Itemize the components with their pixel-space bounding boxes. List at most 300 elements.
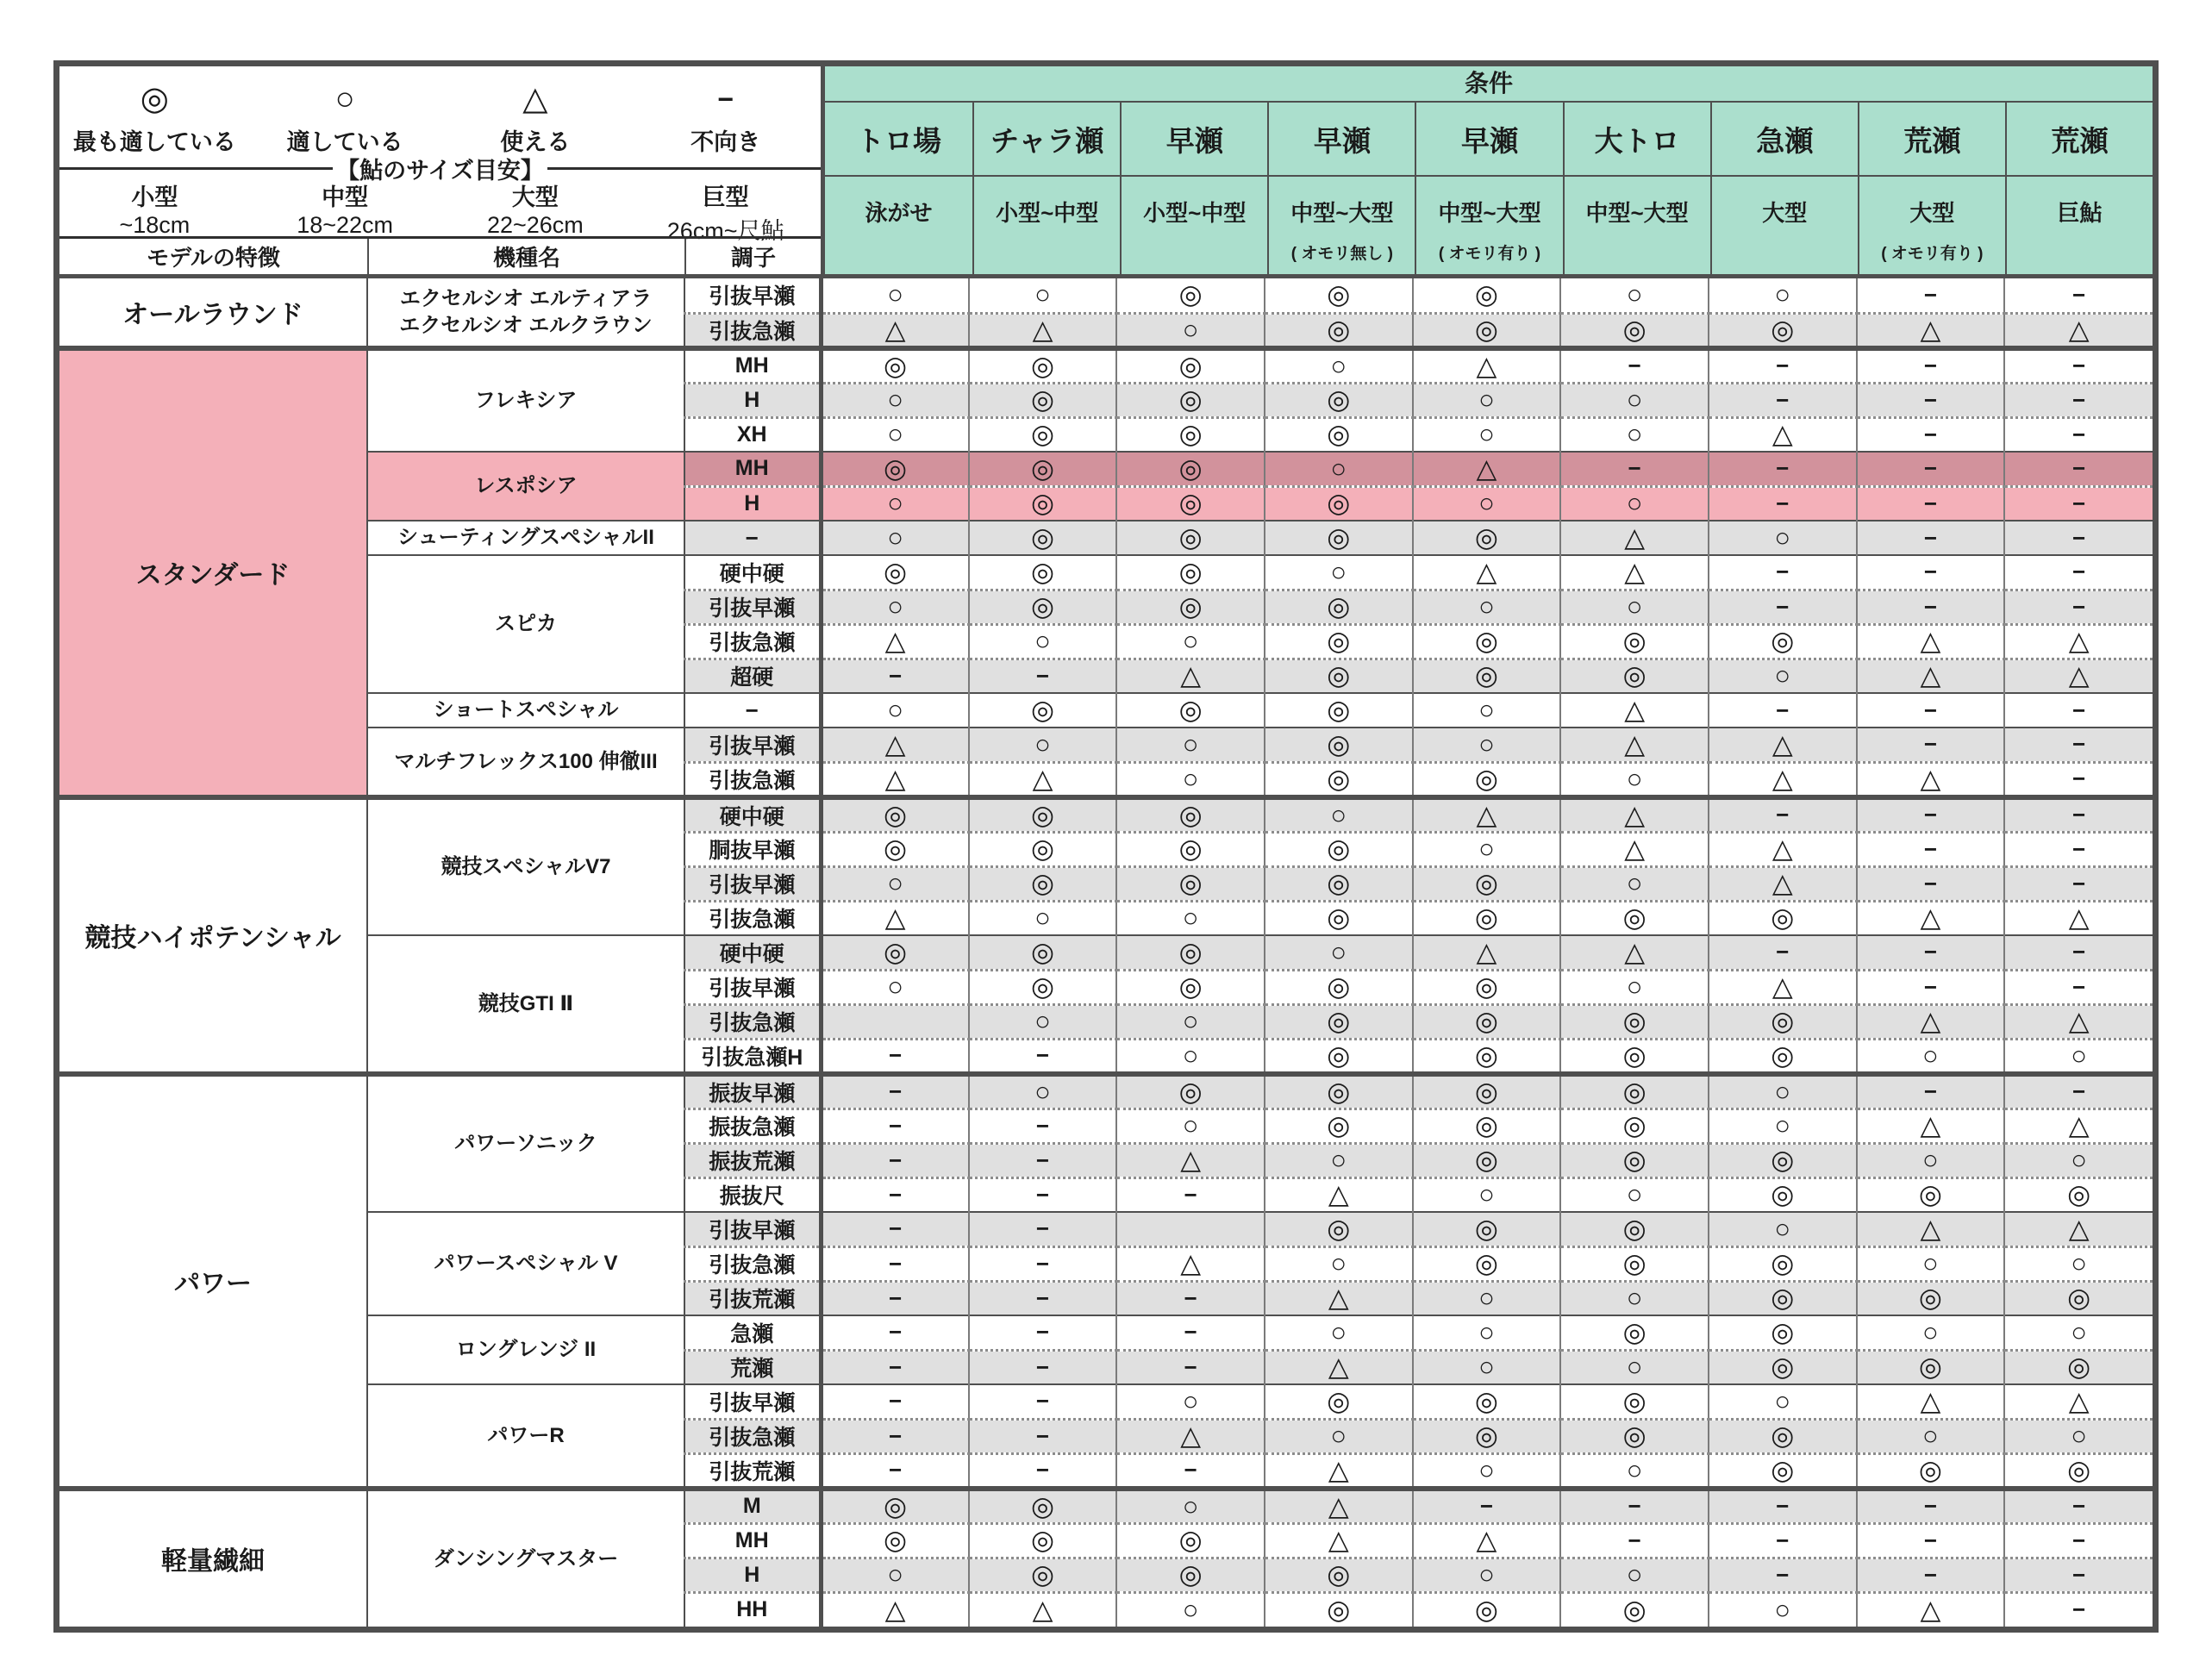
rating-cell: △ — [1709, 728, 1857, 762]
condition-column — [2005, 103, 2153, 274]
rating-cell: ◎ — [1265, 383, 1413, 417]
rating-cell: ◎ — [1709, 1315, 1857, 1350]
rating-cell: ○ — [2004, 1315, 2153, 1350]
rating-cell: ○ — [821, 417, 969, 452]
tone-cell: 硬中硬 — [684, 797, 821, 833]
rating-cell: − — [969, 1384, 1117, 1419]
rating-cell: ◎ — [1265, 521, 1413, 555]
rating-cell: ◎ — [969, 1523, 1117, 1558]
rating-cell: ◎ — [1265, 1592, 1413, 1627]
rating-cell: △ — [1857, 1592, 2005, 1627]
condition-size: 泳がせ — [865, 200, 933, 226]
condition-column — [825, 103, 972, 274]
rating-cell: ◎ — [821, 452, 969, 486]
rating-cell: ○ — [1709, 1109, 1857, 1143]
rating-cell: ◎ — [1413, 1419, 1561, 1453]
rating-cell: △ — [1857, 624, 2005, 659]
model-name-cell — [367, 278, 684, 348]
rating-cell: ◎ — [1265, 970, 1413, 1004]
tone-cell: MH — [684, 452, 821, 486]
rating-cell: − — [2004, 521, 2153, 555]
rating-cell: − — [2004, 1592, 2153, 1627]
rating-cell: − — [1857, 866, 2005, 901]
condition-column — [1858, 103, 2005, 274]
rating-cell: ◎ — [969, 417, 1117, 452]
condition-name: トロ場 — [825, 103, 972, 177]
tone-cell: H — [684, 1558, 821, 1592]
condition-column — [1710, 103, 1858, 274]
model-name-line: レスポシア — [474, 474, 578, 498]
size-range: 18~22cm — [297, 212, 394, 238]
rating-cell: △ — [2004, 313, 2153, 348]
model-name-cell — [367, 1384, 684, 1489]
rating-cell: △ — [1265, 1350, 1413, 1384]
rating-cell: ○ — [1265, 1315, 1413, 1350]
tone-cell: 引抜急瀬 — [684, 762, 821, 797]
rating-cell: − — [1857, 278, 2005, 313]
rating-cell: − — [969, 1453, 1117, 1489]
rating-cell: △ — [1709, 866, 1857, 901]
rating-cell: ◎ — [1265, 278, 1413, 313]
legend-symbol: ◎ — [140, 81, 169, 117]
rating-cell: ◎ — [1265, 590, 1413, 624]
tone-cell: XH — [684, 417, 821, 452]
rating-cell: ◎ — [969, 486, 1117, 521]
rating-cell: △ — [1857, 313, 2005, 348]
feature-cell: 競技ハイポテンシャル — [59, 797, 367, 1074]
rating-cell: ◎ — [1413, 1143, 1561, 1177]
table-row — [59, 1489, 2153, 1524]
rating-cell: ○ — [821, 693, 969, 728]
condition-size-wrap — [1122, 177, 1267, 274]
rating-cell: △ — [1857, 1384, 2005, 1419]
table-row — [59, 521, 2153, 555]
rating-cell: − — [821, 1109, 969, 1143]
rating-cell — [1116, 1212, 1265, 1246]
column-title-model-name: 機種名 — [367, 239, 684, 274]
legend-symbol: △ — [522, 81, 548, 117]
rating-cell: ○ — [1116, 1039, 1265, 1074]
rating-cell: △ — [1265, 1523, 1413, 1558]
rating-cell: ○ — [1413, 1558, 1561, 1592]
condition-name: 早瀬 — [1269, 103, 1415, 177]
rating-cell: △ — [1560, 935, 1709, 970]
rating-cell: − — [2004, 797, 2153, 833]
table-row — [59, 1074, 2153, 1109]
rating-cell: ◎ — [1560, 624, 1709, 659]
condition-size-wrap — [1712, 177, 1858, 274]
condition-name: 早瀬 — [1122, 103, 1267, 177]
header-left — [59, 66, 821, 274]
rating-cell: − — [1857, 693, 2005, 728]
rating-cell: ○ — [1116, 762, 1265, 797]
model-name-line: シューティングスペシャルII — [397, 526, 654, 550]
model-name-line: ダンシングマスター — [433, 1546, 619, 1571]
size-name: 小型 — [131, 184, 178, 210]
rating-cell: − — [1709, 935, 1857, 970]
rating-cell: ◎ — [969, 383, 1117, 417]
rating-cell: △ — [1560, 832, 1709, 866]
rating-cell: − — [1857, 1489, 2005, 1524]
rating-cell: ○ — [1709, 521, 1857, 555]
rating-cell: ◎ — [1265, 866, 1413, 901]
condition-size: 中型~大型 — [1290, 200, 1394, 226]
rating-cell: ◎ — [969, 521, 1117, 555]
rating-cell: ◎ — [1709, 1246, 1857, 1281]
model-name-line: エクセルシオ エルクラウン — [399, 313, 653, 337]
rating-cell: − — [2004, 383, 2153, 417]
model-name-cell — [367, 555, 684, 693]
rating-cell: − — [1709, 693, 1857, 728]
tone-cell: H — [684, 383, 821, 417]
rating-cell: − — [1857, 797, 2005, 833]
rating-cell: ◎ — [1116, 383, 1265, 417]
condition-name: 早瀬 — [1416, 103, 1562, 177]
rating-cell: ◎ — [1265, 832, 1413, 866]
rating-cell: △ — [821, 313, 969, 348]
rating-cell: − — [1857, 832, 2005, 866]
rating-cell: ◎ — [1265, 1384, 1413, 1419]
rating-cell: ○ — [1265, 452, 1413, 486]
rating-cell: ○ — [1116, 1004, 1265, 1039]
rating-cell: − — [969, 1143, 1117, 1177]
rating-cell: ◎ — [1116, 348, 1265, 384]
rating-cell: − — [1857, 555, 2005, 590]
condition-size: 巨鮎 — [2057, 200, 2103, 226]
rating-cell: △ — [1265, 1177, 1413, 1212]
rating-cell: ◎ — [821, 348, 969, 384]
rating-cell: ○ — [1560, 1281, 1709, 1315]
rating-cell: ◎ — [969, 970, 1117, 1004]
condition-column — [972, 103, 1120, 274]
model-name-cell — [367, 935, 684, 1074]
rating-cell: ◎ — [1116, 452, 1265, 486]
rating-cell: ◎ — [969, 1489, 1117, 1524]
rating-cell: △ — [1709, 970, 1857, 1004]
rating-cell: − — [2004, 555, 2153, 590]
table-row — [59, 693, 2153, 728]
tone-cell: 超硬 — [684, 659, 821, 693]
rating-cell: ○ — [1265, 935, 1413, 970]
size-name: 巨型 — [702, 184, 749, 210]
size-guide-title: 【鮎のサイズ目安】 — [336, 157, 544, 184]
rating-cell: ○ — [2004, 1246, 2153, 1281]
rating-cell: ◎ — [969, 590, 1117, 624]
rating-cell: ◎ — [1413, 1074, 1561, 1109]
condition-size: 大型 — [1909, 200, 1955, 226]
rating-cell: − — [1709, 1558, 1857, 1592]
rating-cell: △ — [2004, 659, 2153, 693]
table-row — [59, 935, 2153, 970]
rating-cell: − — [1857, 486, 2005, 521]
rating-cell: ◎ — [2004, 1350, 2153, 1384]
column-title-model-feature: モデルの特徴 — [147, 245, 280, 271]
rating-cell: ◎ — [1413, 624, 1561, 659]
tone-cell: 引抜荒瀬 — [684, 1453, 821, 1489]
rating-cell: ○ — [821, 866, 969, 901]
table-header — [59, 66, 2153, 278]
rating-cell: △ — [1265, 1453, 1413, 1489]
rating-cell: ○ — [969, 278, 1117, 313]
rating-cell: ◎ — [1413, 659, 1561, 693]
rating-cell: − — [821, 1246, 969, 1281]
rating-cell: ◎ — [969, 832, 1117, 866]
rating-cell: − — [2004, 762, 2153, 797]
tone-cell: 振抜早瀬 — [684, 1074, 821, 1109]
rating-cell: ◎ — [1709, 1039, 1857, 1074]
model-name-line: ショートスペシャル — [433, 698, 619, 722]
rating-cell: ◎ — [2004, 1177, 2153, 1212]
rating-cell: △ — [1116, 659, 1265, 693]
condition-columns — [825, 103, 2153, 274]
rating-cell: ○ — [1116, 1489, 1265, 1524]
rating-cell: − — [2004, 486, 2153, 521]
rating-cell: △ — [969, 1592, 1117, 1627]
rating-cell: − — [1560, 1489, 1709, 1524]
condition-note: ( オモリ有り ) — [1881, 245, 1984, 263]
rating-cell: ○ — [1560, 866, 1709, 901]
condition-size: 中型~大型 — [1585, 200, 1689, 226]
rating-cell: ◎ — [1265, 1212, 1413, 1246]
table-row — [59, 797, 2153, 833]
rating-cell: ○ — [969, 624, 1117, 659]
rating-cell: ◎ — [1116, 935, 1265, 970]
rating-cell: ◎ — [1560, 1004, 1709, 1039]
rating-cell: ○ — [1857, 1315, 2005, 1350]
rating-cell: ◎ — [969, 866, 1117, 901]
rating-cell: ○ — [1709, 1384, 1857, 1419]
rating-cell: ◎ — [1265, 1039, 1413, 1074]
condition-size-wrap — [2007, 177, 2153, 274]
rating-cell: − — [821, 1074, 969, 1109]
legend-item — [59, 78, 250, 168]
rating-cell: ◎ — [1265, 1558, 1413, 1592]
tone-cell: 引抜急瀬 — [684, 624, 821, 659]
tone-cell: MH — [684, 1523, 821, 1558]
rating-cell: ○ — [969, 901, 1117, 935]
rating-cell: ◎ — [2004, 1453, 2153, 1489]
rating-cell: ○ — [1560, 383, 1709, 417]
rating-cell: △ — [1709, 762, 1857, 797]
rating-cell: △ — [1413, 348, 1561, 384]
rating-cell: − — [1709, 486, 1857, 521]
rating-cell: ○ — [821, 970, 969, 1004]
rating-cell: ◎ — [969, 935, 1117, 970]
condition-name: 荒瀬 — [2007, 103, 2153, 177]
tone-cell: 引抜急瀬 — [684, 1004, 821, 1039]
rating-cell: ◎ — [1116, 970, 1265, 1004]
rating-cell: △ — [1709, 832, 1857, 866]
tone-cell: 引抜早瀬 — [684, 1384, 821, 1419]
rating-cell: − — [1857, 452, 2005, 486]
rating-cell: − — [2004, 278, 2153, 313]
header-right — [821, 66, 2153, 274]
rating-cell: ○ — [2004, 1143, 2153, 1177]
condition-note: ( オモリ有り ) — [1438, 245, 1541, 263]
rating-cell: ◎ — [1413, 1592, 1561, 1627]
rating-cell: ◎ — [1560, 313, 1709, 348]
rating-cell: △ — [1265, 1281, 1413, 1315]
rating-cell: ◎ — [1560, 659, 1709, 693]
rating-cell: ◎ — [1709, 1419, 1857, 1453]
rating-cell: ○ — [969, 728, 1117, 762]
condition-size-wrap — [1565, 177, 1710, 274]
rating-cell: ◎ — [1413, 1039, 1561, 1074]
rating-cell: ○ — [1413, 693, 1561, 728]
tone-cell: 引抜急瀬 — [684, 901, 821, 935]
condition-name: 急瀬 — [1712, 103, 1858, 177]
rating-cell: △ — [1560, 693, 1709, 728]
rating-cell: − — [969, 1281, 1117, 1315]
rating-cell: ◎ — [1116, 1558, 1265, 1592]
table-row — [59, 452, 2153, 486]
rating-cell: ◎ — [1265, 659, 1413, 693]
rating-cell: ○ — [1116, 1384, 1265, 1419]
rating-cell: ○ — [1116, 1109, 1265, 1143]
matrix-body — [59, 278, 2153, 1627]
rating-cell: ◎ — [1560, 1039, 1709, 1074]
rating-cell: ◎ — [821, 555, 969, 590]
model-name-line: パワーR — [487, 1423, 565, 1447]
rating-cell: ◎ — [1265, 1074, 1413, 1109]
rating-cell: ○ — [1560, 1350, 1709, 1384]
rating-cell: − — [1857, 1558, 2005, 1592]
model-name-line: 競技GTI Ⅱ — [478, 991, 574, 1015]
rating-cell: ◎ — [1709, 313, 1857, 348]
rating-cell: △ — [2004, 1109, 2153, 1143]
rating-cell: ◎ — [1116, 866, 1265, 901]
conditions-header: 条件 — [825, 66, 2153, 103]
rating-cell: − — [1857, 590, 2005, 624]
feature-cell: パワー — [59, 1074, 367, 1489]
rating-cell: − — [2004, 590, 2153, 624]
matrix-table — [59, 278, 2153, 1627]
model-name-line: 競技スペシャルV7 — [441, 855, 611, 879]
rating-cell: △ — [1709, 417, 1857, 452]
rating-cell: ◎ — [1560, 1074, 1709, 1109]
rating-cell: △ — [969, 762, 1117, 797]
rating-cell: − — [821, 1177, 969, 1212]
rating-cell: △ — [1560, 521, 1709, 555]
rating-cell — [821, 1004, 969, 1039]
tone-cell: 引抜早瀬 — [684, 970, 821, 1004]
legend-label: 使える — [500, 129, 571, 155]
rating-cell: ◎ — [1265, 313, 1413, 348]
compatibility-table — [53, 60, 2159, 1633]
rating-cell: − — [1116, 1281, 1265, 1315]
rating-cell: ◎ — [1560, 1315, 1709, 1350]
rating-cell: ○ — [1560, 1558, 1709, 1592]
rating-cell: − — [821, 1212, 969, 1246]
model-name-cell — [367, 452, 684, 521]
rating-cell: ○ — [1413, 1177, 1561, 1212]
rating-cell: △ — [1116, 1419, 1265, 1453]
rating-cell: ◎ — [1560, 901, 1709, 935]
rating-cell: − — [969, 1350, 1117, 1384]
rating-cell: ◎ — [1116, 555, 1265, 590]
condition-name: 大トロ — [1565, 103, 1710, 177]
condition-size-wrap — [1269, 177, 1415, 274]
tone-cell: 硬中硬 — [684, 935, 821, 970]
rating-cell: − — [2004, 348, 2153, 384]
rating-cell: ○ — [1560, 278, 1709, 313]
rating-cell: ◎ — [969, 348, 1117, 384]
tone-cell: 引抜早瀬 — [684, 278, 821, 313]
rating-cell: ◎ — [1413, 1384, 1561, 1419]
rating-cell: △ — [1413, 1523, 1561, 1558]
rating-cell: ○ — [1709, 1074, 1857, 1109]
rating-cell: ◎ — [1265, 1109, 1413, 1143]
rating-cell: ○ — [1560, 417, 1709, 452]
condition-size-wrap — [825, 177, 972, 274]
rating-cell: ○ — [1413, 1453, 1561, 1489]
tone-cell: MH — [684, 348, 821, 384]
legend-label: 適している — [286, 129, 403, 155]
feature-cell: オールラウンド — [59, 278, 367, 348]
rating-cell: ◎ — [1265, 728, 1413, 762]
size-guide — [59, 168, 821, 244]
table-row — [59, 348, 2153, 384]
rating-cell: ○ — [1265, 1419, 1413, 1453]
rating-cell: ○ — [1413, 1315, 1561, 1350]
table-row — [59, 278, 2153, 313]
rating-cell: ◎ — [1265, 1004, 1413, 1039]
rating-cell: ◎ — [1709, 1177, 1857, 1212]
condition-size: 小型~中型 — [996, 200, 1099, 226]
rating-cell: − — [2004, 1558, 2153, 1592]
condition-size: 大型 — [1762, 200, 1808, 226]
legend-symbol: ○ — [334, 81, 355, 117]
rating-cell: − — [2004, 935, 2153, 970]
rating-cell: ◎ — [1709, 624, 1857, 659]
rating-cell: △ — [821, 901, 969, 935]
tone-cell: 引抜急瀬 — [684, 313, 821, 348]
rating-cell: − — [821, 1384, 969, 1419]
model-name-line: パワースペシャル V — [434, 1252, 618, 1276]
rating-cell: − — [1857, 1074, 2005, 1109]
model-name-cell — [367, 521, 684, 555]
rating-cell: ○ — [1265, 348, 1413, 384]
rating-cell: ○ — [1116, 728, 1265, 762]
model-name-line: エクセルシオ エルティアラ — [399, 286, 653, 310]
rating-cell: △ — [1857, 1109, 2005, 1143]
rating-cell: ◎ — [821, 832, 969, 866]
rating-cell: − — [1709, 555, 1857, 590]
rating-cell: ◎ — [1116, 417, 1265, 452]
tone-cell: 胴抜早瀬 — [684, 832, 821, 866]
rating-cell: − — [2004, 866, 2153, 901]
rating-cell: ○ — [1560, 970, 1709, 1004]
rating-cell: ◎ — [1265, 486, 1413, 521]
tone-cell: 引抜早瀬 — [684, 1212, 821, 1246]
rating-cell: − — [821, 1350, 969, 1384]
rating-cell: ◎ — [1413, 762, 1561, 797]
rating-cell: ◎ — [969, 1558, 1117, 1592]
tone-cell: 引抜荒瀬 — [684, 1281, 821, 1315]
legend-item — [630, 78, 821, 168]
rating-cell: − — [1857, 935, 2005, 970]
rating-cell: △ — [1857, 762, 2005, 797]
rating-cell: ◎ — [1265, 624, 1413, 659]
rating-cell: ○ — [821, 383, 969, 417]
tone-cell: 振抜尺 — [684, 1177, 821, 1212]
rating-cell: ◎ — [1857, 1281, 2005, 1315]
rating-cell: △ — [1857, 659, 2005, 693]
rating-cell: ◎ — [1857, 1453, 2005, 1489]
rating-cell: ○ — [821, 590, 969, 624]
rating-cell: ○ — [1413, 1281, 1561, 1315]
table-row — [59, 555, 2153, 590]
